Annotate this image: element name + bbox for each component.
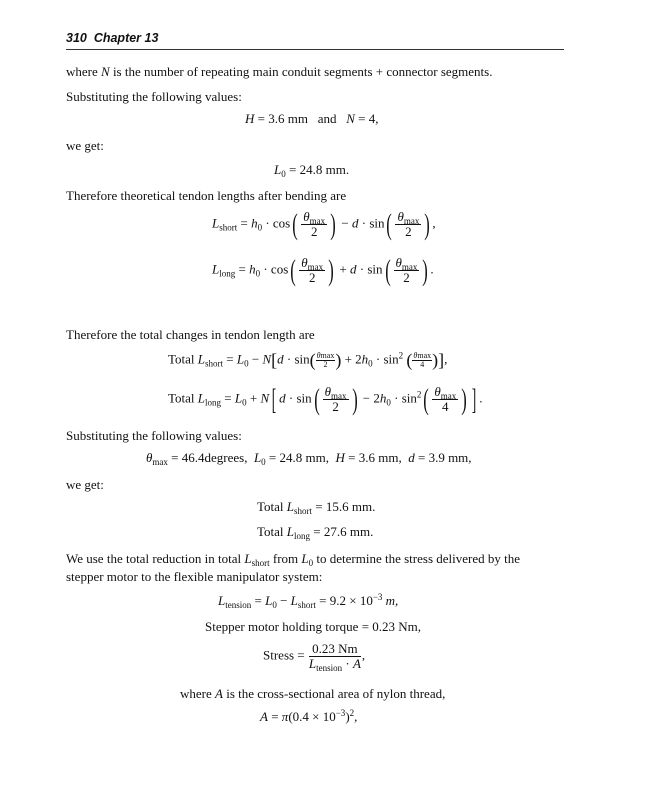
running-header — [66, 31, 158, 45]
paragraph-1: where N is the number of repeating main conduit segments + connector segments. — [66, 64, 493, 79]
equation-torque: Stepper motor holding torque = 0.23 Nm, — [205, 619, 422, 634]
equation-total-long: Total $L_{long} = L_0 + N$[ d · sin( $\frac{\theta_{max}}{2}$ ) − $2h_0 \cdot \sin^2$( $\frac{\theta_{max}}{4}$ ) ] . — [168, 382, 483, 416]
chapter-title: Chapter 13 — [93, 31, 159, 45]
equation-stress: Stress = $\frac{0.23 Nm}{L_{tension} \cdot A}$ , — [263, 641, 366, 673]
equation-L0: $L_0 = 24.8$ mm. — [274, 162, 350, 179]
equation-total-short: Total $L_{short} = L_0 - N[d \cdot \sin$( θmax 2 ) + $2h_0 \cdot \sin^2$ ( θmax 4 )], — [168, 350, 448, 370]
page-number: 310 — [66, 31, 87, 45]
equation-L-long: $L_{long} = h_0 \cdot \cos$( $\frac{\theta_{max}}{2}$ ) + d · sin( $\frac{\theta_{max}}{2}$ ) . — [212, 253, 434, 287]
paragraph-3: Therefore theoretical tendon lengths after bending are — [66, 188, 347, 203]
result-total-short: Total $L_{short} = 15.6$ mm. — [257, 499, 376, 516]
paragraph-6-line-2: stepper motor to the flexible manipulator system: — [66, 569, 323, 584]
paragraph-4: Therefore the total changes in tendon length are — [66, 327, 315, 342]
equation-values-2: $\theta_{max}$ = 46.4degrees, $L_0 = 24.8$ mm, H = 3.6 mm, d = 3.9 mm, — [146, 450, 472, 467]
equation-tension: $L_{tension} = L_0 - L_{short} = 9.2 \times 10^{-3}$ m, — [218, 592, 399, 610]
paragraph-7: where A is the cross-sectional area of nylon thread, — [180, 686, 446, 701]
paragraph-2: Substituting the following values: — [66, 89, 242, 104]
result-total-long: Total $L_{long} = 27.6$ mm. — [257, 524, 374, 541]
equation-values-1: H = 3.6 mm and N = 4, — [245, 111, 379, 126]
paragraph-5: Substituting the following values: — [66, 428, 242, 443]
equation-area: $A = \pi(0.4 \times 10^{-3})^2$, — [260, 708, 358, 724]
we-get-1: we get: — [66, 138, 104, 153]
equation-L-short: $L_{short} = h_0 \cdot \cos$( $\frac{\theta_{max}}{2}$ ) − d · sin( $\frac{\theta_{max}}{2}$ ) , — [212, 207, 436, 241]
header-rule — [66, 49, 564, 50]
we-get-2: we get: — [66, 477, 104, 492]
paragraph-6: We use the total reduction in total $L_{short}$ from $L_0$ to determine the stress delivered by the — [66, 551, 520, 568]
